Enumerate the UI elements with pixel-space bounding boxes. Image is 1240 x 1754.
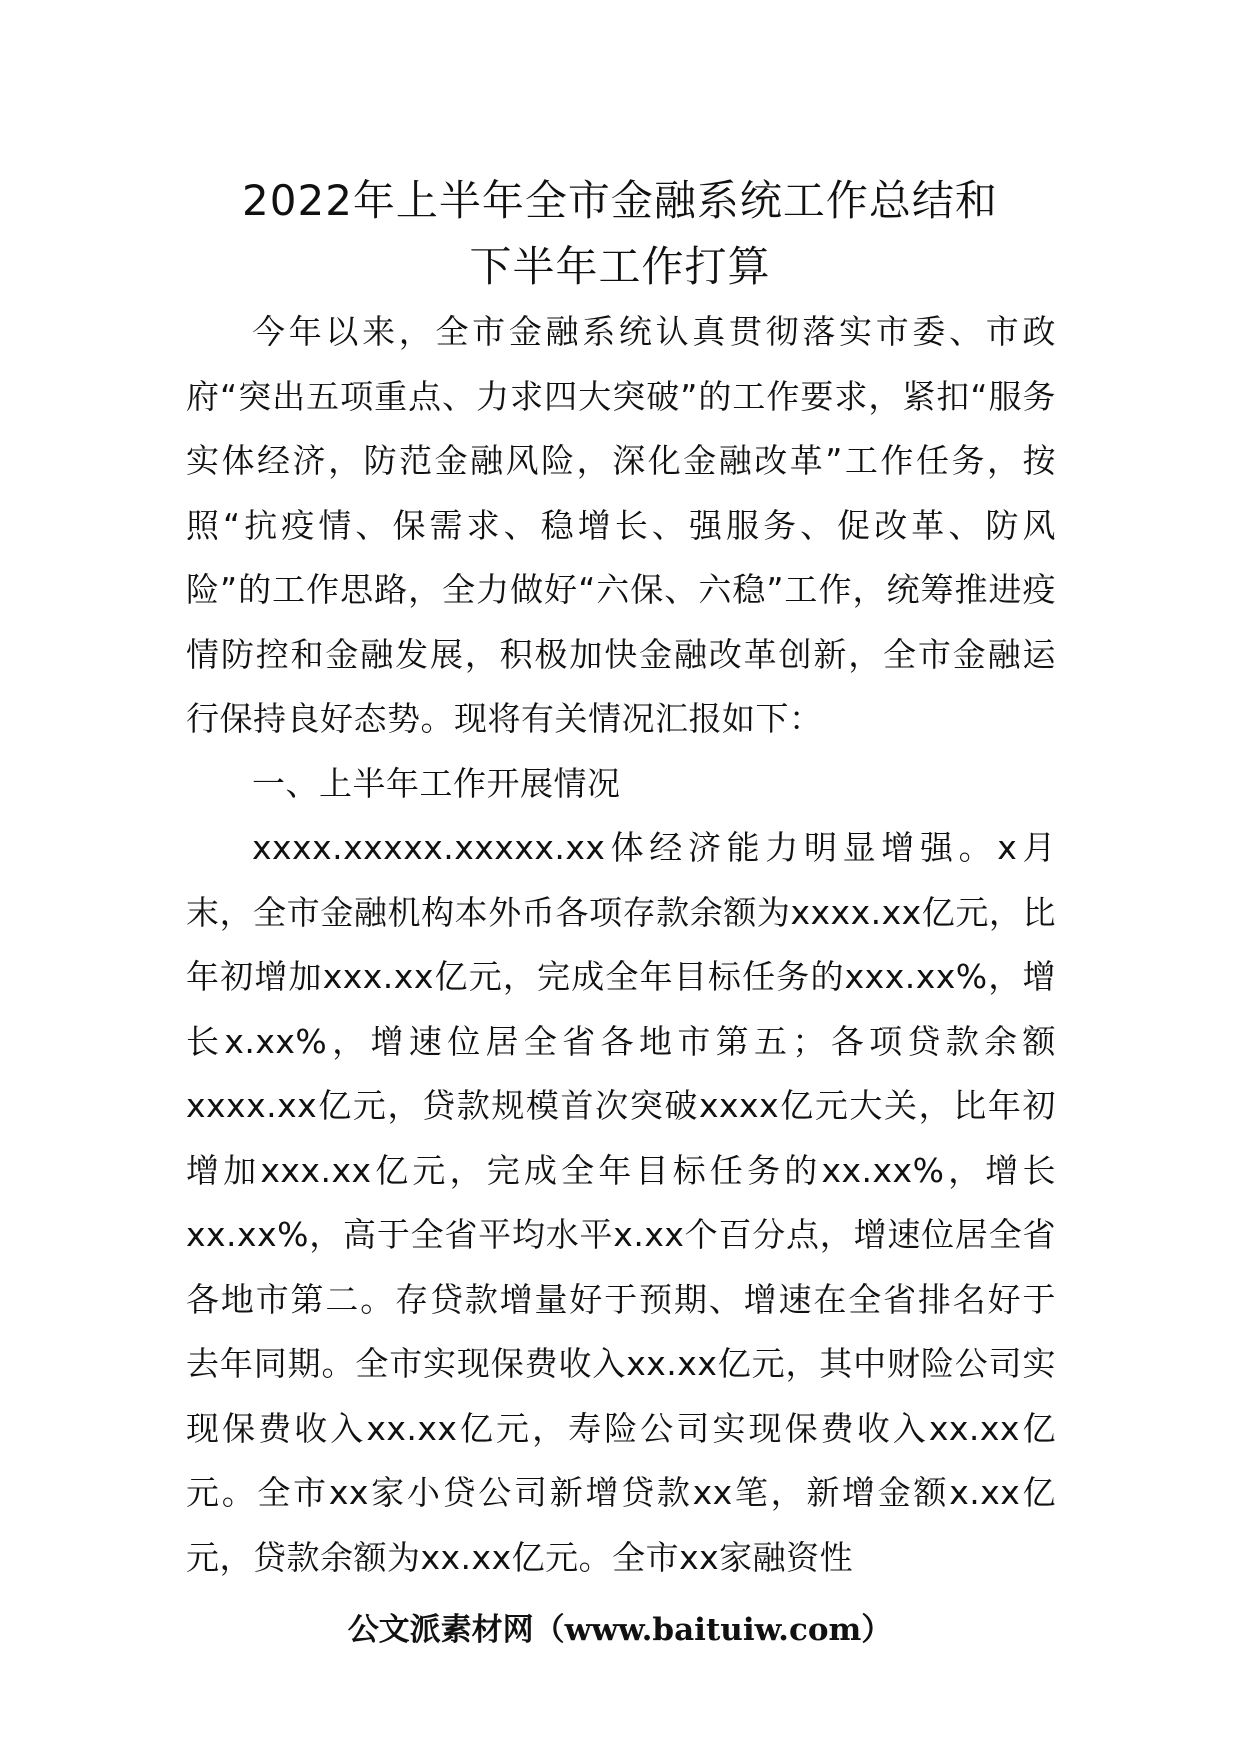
data-paragraph: xxxx.xxxxx.xxxxx.xx体经济能力明显增强。x月末，全市金融机构本外币各项存款余额为xxxx.xx亿元，比年初增加xxx.xx亿元，完成全年目标任务的xxx.xx%，增长x.xx%，增速位居全省各地市第五；各项贷款余额xxxx.xx亿元，贷款规模首次突破xxxx亿元大关，比年初增加xxx.xx亿元，完成全年目标任务的xx.xx%，增长xx.xx%，高于全省平均水平x.xx个百分点，增速位居全省各地市第二。存贷款增量好于预期、增速在全省排名好于去年同期。全市实现保费收入xx.xx亿元，其中财险公司实现保费收入xx.xx亿元，寿险公司实现保费收入xx.xx亿元。全市xx家小贷公司新增贷款xx笔，新增金额x.xx亿元，贷款余额为xx.xx亿元。全市xx家融资性 — [186, 828, 1056, 1577]
document-title-line-1: 2022年上半年全市金融系统工作总结和 — [242, 176, 998, 225]
document-title-line-2: 下半年工作打算 — [469, 242, 771, 291]
footer-watermark: 公文派素材网（www.baituiw.com） — [347, 1612, 893, 1648]
section-heading: 一、上半年工作开展情况 — [252, 764, 621, 803]
intro-paragraph: 今年以来，全市金融系统认真贯彻落实市委、市政府“突出五项重点、力求四大突破”的工作要求，紧扣“服务实体经济，防范金融风险，深化金融改革”工作任务，按照“抗疫情、保需求、稳增长、强服务、促改革、防风险”的工作思路，全力做好“六保、六稳”工作，统筹推进疫情防控和金融发展，积极加快金融改革创新，全市金融运行保持良好态势。现将有关情况汇报如下： — [186, 312, 1056, 738]
